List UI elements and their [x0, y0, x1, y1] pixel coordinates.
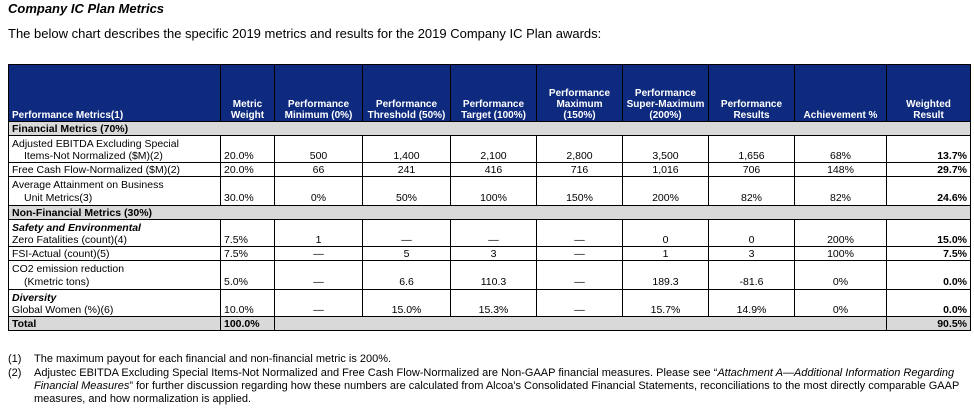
footnote-text: The maximum payout for each financial and non-financial metric is 200%.: [34, 353, 392, 365]
metric-name-line: Global Women (%)(6): [12, 304, 114, 316]
total-label: Total: [9, 317, 221, 331]
metric-name: [9, 136, 221, 163]
cell-min: —: [275, 261, 363, 290]
cell-max: 150%: [537, 177, 623, 206]
footnote-1: [8, 353, 391, 366]
cell-weighted: 7.5%: [887, 247, 971, 261]
cell-weight: 7.5%: [221, 220, 275, 247]
header-row: [9, 65, 971, 122]
cell-weighted: 0.0%: [887, 261, 971, 290]
cell-weighted: 15.0%: [887, 220, 971, 247]
cell-target: 100%: [451, 177, 537, 206]
cell-threshold: 1,400: [363, 136, 451, 163]
metric-name: [9, 220, 221, 247]
cell-supermax: 200%: [623, 177, 709, 206]
metric-name: FSI-Actual (count)(5): [9, 247, 221, 261]
footnote-number: (1): [8, 353, 22, 365]
metric-name-line: Adjusted EBITDA Excluding Special: [12, 138, 179, 150]
header-cell: Performance Results: [709, 65, 795, 122]
cell-threshold: 6.6: [363, 261, 451, 290]
metric-name-line: CO2 emission reduction: [12, 263, 125, 275]
header-cell: Performance Metrics(1): [9, 65, 221, 122]
page-subtitle: The below chart describes the specific 2019 metrics and results for the 2019 Company IC Plan awards:: [8, 26, 602, 41]
cell-weight: 30.0%: [221, 177, 275, 206]
footnote-italic-text: Attachment A—Additional Information Regarding Financial Measures: [34, 367, 955, 392]
cell-results: 82%: [709, 177, 795, 206]
table-row: [9, 290, 971, 317]
cell-target: 3: [451, 247, 537, 261]
cell-results: 1,656: [709, 136, 795, 163]
cell-weighted: 13.7%: [887, 136, 971, 163]
cell-supermax: 189.3: [623, 261, 709, 290]
metric-name-line: Unit Metrics(3): [24, 192, 93, 204]
cell-results: 14.9%: [709, 290, 795, 317]
cell-weighted: 24.6%: [887, 177, 971, 206]
cell-max: —: [537, 247, 623, 261]
cell-min: 1: [275, 220, 363, 247]
cell-weight: 5.0%: [221, 261, 275, 290]
cell-target: —: [451, 220, 537, 247]
footnote-2: [34, 367, 964, 406]
cell-weight: 20.0%: [221, 136, 275, 163]
section-label: Non-Financial Metrics (30%): [9, 206, 971, 220]
footnote-text: Adjustec EBITDA Excluding Special Items-Not Normalized and Free Cash Flow-Normalized are Non-GAAP financial measures. Please see “: [34, 367, 718, 379]
header-cell: Metric Weight: [221, 65, 275, 122]
cell-supermax: 3,500: [623, 136, 709, 163]
cell-supermax: 0: [623, 220, 709, 247]
table-row: [9, 247, 971, 261]
cell-weighted: 0.0%: [887, 290, 971, 317]
page-title: Company IC Plan Metrics: [8, 1, 165, 16]
header-cell: Performance Maximum (150%): [537, 65, 623, 122]
cell-achievement: 0%: [795, 290, 887, 317]
table-row: [9, 136, 971, 163]
cell-min: 0%: [275, 177, 363, 206]
metric-name: Free Cash Flow-Normalized ($M)(2): [9, 163, 221, 177]
cell-max: —: [537, 220, 623, 247]
header-cell: Achievement %: [795, 65, 887, 122]
metrics-table: [8, 64, 971, 331]
cell-max: —: [537, 290, 623, 317]
header-cell: Weighted Result: [887, 65, 971, 122]
cell-min: 66: [275, 163, 363, 177]
section-row: [9, 206, 971, 220]
cell-min: —: [275, 290, 363, 317]
footnote-text: ” for further discussion regarding how these numbers are calculated from Alcoa's Consolidated Financial Statements, reconciliations to the most directly comparable GAAP measures, and how normalization is applied.: [34, 380, 960, 405]
cell-threshold: 5: [363, 247, 451, 261]
total-spacer: [275, 317, 887, 331]
cell-achievement: 82%: [795, 177, 887, 206]
cell-achievement: 148%: [795, 163, 887, 177]
cell-achievement: 0%: [795, 261, 887, 290]
cell-threshold: 50%: [363, 177, 451, 206]
total-weighted: 90.5%: [887, 317, 971, 331]
metric-name: [9, 261, 221, 290]
header-cell: Performance Super-Maximum (200%): [623, 65, 709, 122]
cell-weight: 7.5%: [221, 247, 275, 261]
cell-weight: 10.0%: [221, 290, 275, 317]
cell-target: 416: [451, 163, 537, 177]
cell-target: 110.3: [451, 261, 537, 290]
cell-max: 2,800: [537, 136, 623, 163]
metric-name-line: Average Attainment on Business: [12, 179, 164, 191]
metric-name-line: Zero Fatalities (count)(4): [12, 234, 127, 246]
cell-threshold: —: [363, 220, 451, 247]
table-row: [9, 163, 971, 177]
total-row: [9, 317, 971, 331]
cell-target: 2,100: [451, 136, 537, 163]
total-weight: 100.0%: [221, 317, 275, 331]
footnote-2-number: (2): [8, 367, 22, 379]
header-cell: Performance Threshold (50%): [363, 65, 451, 122]
metric-name: [9, 290, 221, 317]
cell-supermax: 1,016: [623, 163, 709, 177]
table-row: [9, 220, 971, 247]
section-row: [9, 122, 971, 136]
cell-min: —: [275, 247, 363, 261]
table-row: [9, 261, 971, 290]
cell-results: 0: [709, 220, 795, 247]
cell-min: 500: [275, 136, 363, 163]
header-cell: Performance Target (100%): [451, 65, 537, 122]
cell-achievement: 68%: [795, 136, 887, 163]
cell-results: 3: [709, 247, 795, 261]
subsection-label: Diversity: [12, 292, 57, 304]
cell-results: 706: [709, 163, 795, 177]
metric-name: [9, 177, 221, 206]
cell-supermax: 1: [623, 247, 709, 261]
cell-achievement: 200%: [795, 220, 887, 247]
metric-name-line: Items-Not Normalized ($M)(2): [24, 150, 163, 162]
metric-name-line: (Kmetric tons): [24, 276, 90, 288]
cell-target: 15.3%: [451, 290, 537, 317]
table-row: [9, 177, 971, 206]
subsection-label: Safety and Environmental: [12, 222, 141, 234]
cell-threshold: 15.0%: [363, 290, 451, 317]
cell-max: 716: [537, 163, 623, 177]
cell-max: —: [537, 261, 623, 290]
section-label: Financial Metrics (70%): [9, 122, 971, 136]
header-cell: Performance Minimum (0%): [275, 65, 363, 122]
cell-results: -81.6: [709, 261, 795, 290]
cell-achievement: 100%: [795, 247, 887, 261]
cell-threshold: 241: [363, 163, 451, 177]
cell-weight: 20.0%: [221, 163, 275, 177]
cell-supermax: 15.7%: [623, 290, 709, 317]
cell-weighted: 29.7%: [887, 163, 971, 177]
